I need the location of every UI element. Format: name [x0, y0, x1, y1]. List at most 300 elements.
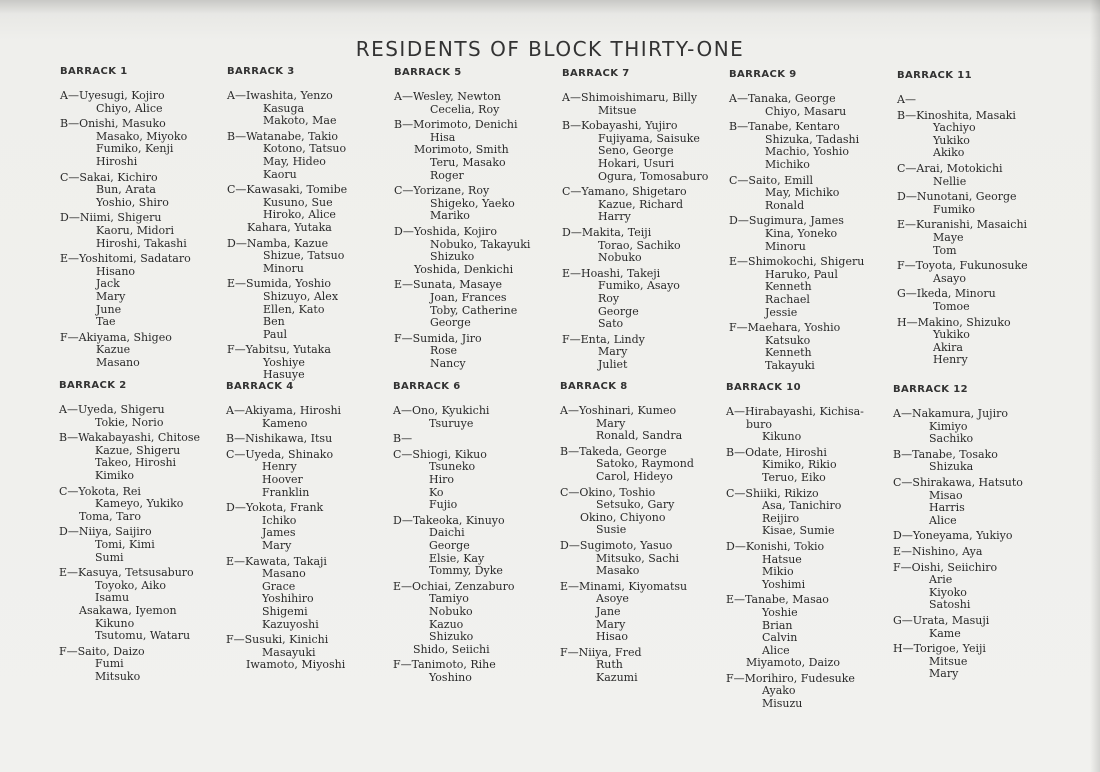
family-member-name: May, Hideo: [263, 154, 326, 168]
family-head-name: C—Yokota, Rei: [59, 484, 141, 498]
family-head-name: F—Akiyama, Shigeo: [60, 330, 172, 344]
family-head-name: D—Niiya, Saijiro: [59, 525, 152, 539]
family-member-name: May, Michiko: [765, 186, 840, 200]
family-entry: [893, 477, 1023, 527]
family-head-name: B—Takeda, George: [560, 444, 667, 458]
family-entry: [893, 449, 1023, 474]
family-member-name: Toyoko, Aiko: [95, 578, 166, 592]
family-member-name: Kame: [929, 626, 961, 640]
family-entry: [893, 643, 1023, 681]
family-head-name: E—Sumida, Yoshio: [227, 277, 331, 291]
family-member-name: Hasuye: [263, 368, 305, 382]
family-member-name: Iwamoto, Miyoshi: [246, 658, 346, 672]
family-member-name: Fumi: [95, 657, 124, 671]
family-member-name: Kotono, Tatsuo: [263, 142, 347, 156]
family-member-name: Arie: [929, 573, 953, 587]
family-member-name: Minoru: [263, 261, 304, 275]
family-member-name: Ellen, Kato: [263, 302, 325, 316]
family-entry: [59, 486, 200, 524]
family-member-name: Satoshi: [929, 598, 971, 612]
family-member-name: Rose: [430, 344, 458, 358]
family-member-name: Harry: [598, 210, 631, 224]
family-head-name: H—Makino, Shizuko: [897, 315, 1011, 329]
family-member-name: Misuzu: [762, 697, 803, 711]
family-member-name: Tsutomu, Wataru: [95, 629, 191, 643]
family-entry: [729, 175, 864, 213]
family-member-name: Kikuno: [762, 430, 802, 444]
family-head-name: F—Oishi, Seiichiro: [893, 560, 998, 574]
family-entry: [726, 673, 864, 711]
family-entry: [897, 163, 1028, 188]
family-member-name: Miyamoto, Daizo: [746, 656, 840, 670]
family-member-name: Yoshimi: [762, 577, 806, 591]
page-title: RESIDENTS OF BLOCK THIRTY-ONE: [355, 37, 745, 61]
family-head-name: F—Susuki, Kinichi: [226, 633, 329, 647]
family-entry: [726, 594, 864, 670]
family-member-name: Yukiko: [933, 133, 970, 147]
family-entry: [226, 556, 345, 632]
family-member-name: Masano: [262, 567, 306, 581]
family-member-name: Grace: [262, 579, 296, 593]
family-member-name: Juliet: [598, 357, 628, 371]
family-entry: [393, 433, 514, 446]
family-member-name: Mitsue: [929, 654, 968, 668]
family-head-name: G—Urata, Masuji: [893, 613, 990, 627]
family-member-name: Toma, Taro: [79, 509, 142, 523]
family-entry: [560, 487, 694, 537]
family-member-name: Kazuyoshi: [262, 617, 319, 631]
family-entry: [59, 404, 200, 429]
family-head-name: E—Kawata, Takaji: [226, 554, 327, 568]
barrack-block: [897, 70, 1028, 370]
family-member-name: Mary: [96, 289, 126, 303]
barrack-block: [729, 69, 864, 375]
family-member-name: Fujio: [429, 498, 458, 512]
family-member-name: Masayuki: [262, 645, 316, 659]
family-member-name: Tomoe: [933, 299, 970, 313]
family-entry: [560, 647, 694, 685]
family-entry: [60, 212, 191, 250]
family-head-name: B—Tanabe, Tosako: [893, 447, 998, 461]
family-head-name: F—Toyota, Fukunosuke: [897, 259, 1028, 273]
family-member-name: Masano: [96, 355, 140, 369]
family-member-name: Yoshie: [762, 605, 798, 619]
family-entry: [394, 226, 530, 276]
family-member-name: Yachiyo: [933, 121, 976, 135]
family-member-name: Henry: [933, 353, 968, 367]
family-member-name: Hisao: [596, 630, 628, 644]
family-head-name: C—Yamano, Shigetaro: [562, 185, 687, 199]
family-head-name: F—Enta, Lindy: [562, 332, 645, 346]
family-member-name: Hatsue: [762, 552, 802, 566]
family-member-name: Chiyo, Masaru: [765, 104, 847, 118]
family-head-name: A—Hirabayashi, Kichisa-: [726, 405, 864, 418]
family-member-name: Teruo, Eiko: [762, 470, 826, 484]
family-head-name: F—Saito, Daizo: [59, 644, 145, 658]
family-entry: [226, 405, 345, 430]
family-entry: [560, 581, 694, 644]
family-entry: [897, 260, 1028, 285]
family-head-name: A—Tanaka, George: [729, 92, 836, 105]
family-member-name: Yukiko: [933, 328, 970, 342]
family-head-name: D—Makita, Teiji: [562, 225, 652, 239]
barrack-heading: BARRACK 4: [226, 381, 294, 392]
barrack-heading: BARRACK 6: [393, 381, 461, 392]
family-member-name: buro: [746, 417, 773, 431]
barrack-block: [893, 384, 1023, 684]
family-member-name: Calvin: [762, 631, 798, 645]
family-member-name: Toby, Catherine: [430, 303, 518, 317]
family-head-name: E—Sunata, Masaye: [394, 278, 503, 292]
family-entry: [394, 333, 530, 371]
family-member-name: James: [262, 526, 296, 540]
family-member-name: Yoshio, Shiro: [96, 195, 169, 209]
family-head-name: A—Ono, Kyukichi: [393, 404, 490, 417]
barrack-heading: BARRACK 5: [394, 67, 462, 78]
family-member-name: Kenneth: [765, 280, 812, 294]
family-member-name: Akira: [933, 340, 963, 354]
family-member-name: Mary: [929, 667, 959, 681]
family-head-name: B—Morimoto, Denichi: [394, 118, 518, 132]
family-head-name: B—Tanabe, Kentaro: [729, 120, 840, 134]
barrack-block: [560, 381, 694, 687]
family-head-name: B—Odate, Hiroshi: [726, 445, 827, 459]
family-head-name: B—Onishi, Masuko: [60, 117, 166, 131]
family-member-name: Kasuga: [263, 101, 305, 115]
family-member-name: Michiko: [765, 157, 810, 171]
family-head-name: A—Shimoishimaru, Billy: [562, 91, 698, 104]
family-entry: [393, 659, 514, 684]
family-entry: [893, 562, 1023, 612]
family-member-name: Nobuko: [429, 604, 473, 618]
family-entry: [59, 526, 200, 564]
family-head-name: A—Uyesugi, Kojiro: [60, 89, 165, 102]
family-member-name: Tom: [933, 243, 957, 257]
family-head-name: E—Nishino, Aya: [893, 544, 983, 558]
family-member-name: Jessie: [765, 305, 798, 319]
family-member-name: Nellie: [933, 174, 967, 188]
family-member-name: Tsuruye: [429, 416, 474, 430]
barrack-heading: BARRACK 12: [893, 384, 968, 395]
family-member-name: Satoko, Raymond: [596, 457, 694, 471]
family-head-name: D—Yokota, Frank: [226, 501, 324, 515]
family-head-name: D—Takeoka, Kinuyo: [393, 513, 505, 527]
family-head-name: D—Konishi, Tokio: [726, 539, 825, 553]
family-head-name: E—Hoashi, Takeji: [562, 266, 661, 280]
family-member-name: Hiroko, Alice: [263, 208, 336, 222]
family-member-name: Mary: [596, 617, 626, 631]
family-member-name: Shizuyo, Alex: [263, 289, 339, 303]
family-entry: [560, 540, 694, 578]
family-head-name: B—Wakabayashi, Chitose: [59, 431, 201, 445]
family-member-name: Hiro: [429, 472, 454, 486]
family-head-name: C—Saito, Emill: [729, 173, 814, 187]
family-member-name: Hoover: [262, 472, 303, 486]
family-member-name: Alice: [762, 643, 790, 657]
family-member-name: Shizuko: [430, 250, 475, 264]
barrack-heading: BARRACK 9: [729, 69, 797, 80]
family-member-name: Nobuko, Takayuki: [430, 237, 531, 251]
barrack-block: [726, 382, 864, 714]
family-member-name: Takayuki: [765, 358, 815, 372]
family-head-name: C—Okino, Toshio: [560, 485, 656, 499]
family-head-name: B—Kobayashi, Yujiro: [562, 119, 678, 133]
family-entry: [893, 408, 1023, 446]
family-entry: [893, 546, 1023, 559]
family-member-name: Shigeko, Yaeko: [430, 196, 515, 210]
family-member-name: Asayo: [933, 271, 966, 285]
family-member-name: Takeo, Hiroshi: [95, 456, 177, 470]
family-head-name: C—Shirakawa, Hatsuto: [893, 475, 1023, 489]
family-member-name: Fumiko, Asayo: [598, 279, 680, 293]
family-head-name: F—Tanimoto, Rihe: [393, 658, 496, 672]
family-member-name: Akiko: [933, 146, 965, 160]
family-member-name: Kusuno, Sue: [263, 195, 333, 209]
family-entry: [562, 120, 708, 183]
family-member-name: Shizuka: [929, 460, 974, 474]
family-entry: [59, 432, 200, 482]
family-entry: [729, 121, 864, 171]
family-entry: [562, 186, 708, 224]
family-member-name: Fumiko: [933, 202, 975, 216]
family-entry: [226, 449, 345, 499]
family-member-name: Jack: [96, 277, 120, 291]
family-member-name: Yoshiye: [263, 355, 305, 369]
family-member-name: Ronald, Sandra: [596, 429, 683, 443]
family-member-name: Tomi, Kimi: [95, 537, 155, 551]
family-member-name: Kazumi: [596, 670, 638, 684]
family-member-name: Susie: [596, 523, 627, 537]
family-head-name: F—Niiya, Fred: [560, 645, 642, 659]
family-head-name: E—Kasuya, Tetsusaburo: [59, 566, 194, 580]
family-entry: [897, 94, 1028, 107]
family-member-name: Kimiko: [95, 468, 134, 482]
family-entry: [893, 615, 1023, 640]
family-member-name: Seno, George: [598, 144, 674, 158]
family-member-name: Rachael: [765, 292, 810, 306]
family-member-name: Tamiyo: [429, 592, 469, 606]
barrack-block: [60, 66, 191, 372]
family-head-name: F—Yabitsu, Yutaka: [227, 343, 331, 357]
family-entry: [394, 279, 530, 329]
barrack-heading: BARRACK 7: [562, 68, 630, 79]
family-entry: [226, 502, 345, 552]
family-member-name: Elsie, Kay: [429, 551, 485, 565]
family-entry: [59, 646, 200, 684]
family-member-name: Masako, Miyoko: [96, 129, 188, 143]
family-member-name: Sato: [598, 317, 624, 331]
family-entry: [227, 278, 347, 341]
family-member-name: Misao: [929, 488, 963, 502]
family-member-name: Hiroshi: [96, 154, 138, 168]
family-entry: [394, 185, 530, 223]
family-member-name: Asakawa, Iyemon: [79, 603, 177, 617]
family-head-name: F—Morihiro, Fudesuke: [726, 671, 855, 685]
family-member-name: Hokari, Usuri: [598, 156, 674, 170]
family-member-name: Kazue, Richard: [598, 197, 684, 211]
family-entry: [729, 215, 864, 253]
barrack-block: [226, 381, 345, 675]
barrack-heading: BARRACK 2: [59, 380, 127, 391]
family-head-name: A—Wesley, Newton: [394, 90, 501, 103]
family-member-name: Hiroshi, Takashi: [96, 236, 187, 250]
family-member-name: Ogura, Tomosaburo: [598, 169, 709, 183]
family-member-name: Setsuko, Gary: [596, 498, 675, 512]
family-head-name: D—Nunotani, George: [897, 190, 1017, 204]
family-entry: [393, 581, 514, 657]
family-head-name: C—Uyeda, Shinako: [226, 447, 334, 461]
family-head-name: B—Nishikawa, Itsu: [226, 432, 333, 446]
family-entry: [726, 447, 864, 485]
family-member-name: Paul: [263, 327, 288, 341]
family-member-name: Kisae, Sumie: [762, 524, 835, 538]
family-head-name: C—Sakai, Kichiro: [60, 170, 158, 184]
family-member-name: Mariko: [430, 209, 470, 223]
family-entry: [227, 90, 347, 128]
family-member-name: Hisa: [430, 130, 456, 144]
family-entry: [60, 253, 191, 329]
family-member-name: Ayako: [762, 684, 796, 698]
family-head-name: D—Sugimoto, Yasuo: [560, 538, 673, 552]
family-member-name: Kina, Yoneko: [765, 226, 838, 240]
family-member-name: Kaoru, Midori: [96, 223, 174, 237]
family-member-name: Fujiyama, Saisuke: [598, 131, 700, 145]
family-member-name: Roy: [598, 291, 620, 305]
family-entry: [726, 488, 864, 538]
family-head-name: B—Kinoshita, Masaki: [897, 108, 1016, 122]
family-head-name: H—Torigoe, Yeiji: [893, 642, 986, 656]
barrack-heading: BARRACK 1: [60, 66, 128, 77]
family-member-name: Franklin: [262, 485, 310, 499]
family-member-name: Jane: [596, 604, 621, 618]
family-member-name: Kahara, Yutaka: [247, 220, 332, 234]
family-member-name: Mitsuko: [95, 669, 141, 683]
family-entry: [897, 191, 1028, 216]
family-head-name: E—Shimokochi, Shigeru: [729, 255, 865, 269]
family-head-name: D—Yoshida, Kojiro: [394, 224, 497, 238]
family-entry: [562, 268, 708, 331]
family-member-name: Ichiko: [262, 513, 297, 527]
family-member-name: George: [598, 304, 639, 318]
family-entry: [393, 515, 514, 578]
family-entry: [560, 446, 694, 484]
family-head-name: A—: [897, 93, 916, 106]
family-head-name: F—Sumida, Jiro: [394, 331, 482, 345]
family-head-name: E—Yoshitomi, Sadataro: [60, 252, 191, 266]
family-member-name: Kikuno: [95, 616, 135, 630]
family-member-name: Ko: [429, 485, 444, 499]
family-head-name: E—Ochiai, Zenzaburo: [393, 579, 515, 593]
family-member-name: Maye: [933, 230, 964, 244]
family-head-name: A—Yoshinari, Kumeo: [560, 404, 677, 417]
family-head-name: G—Ikeda, Minoru: [897, 287, 996, 301]
family-member-name: Nancy: [430, 356, 466, 370]
barrack-heading: BARRACK 11: [897, 70, 972, 81]
family-head-name: A—Akiyama, Hiroshi: [226, 404, 342, 417]
family-member-name: Yoshihiro: [262, 592, 314, 606]
barrack-heading: BARRACK 8: [560, 381, 628, 392]
family-entry: [729, 93, 864, 118]
page-edge-shadow: [1090, 0, 1100, 772]
family-member-name: Kiyoko: [929, 585, 967, 599]
family-member-name: Mary: [596, 416, 626, 430]
family-member-name: Fumiko, Kenji: [96, 142, 174, 156]
family-head-name: C—Kawasaki, Tomibe: [227, 183, 348, 197]
family-member-name: Brian: [762, 618, 793, 632]
family-member-name: Henry: [262, 460, 297, 474]
family-member-name: Teru, Masako: [430, 155, 506, 169]
family-member-name: Makoto, Mae: [263, 114, 337, 128]
family-member-name: Isamu: [95, 591, 130, 605]
family-member-name: Katsuko: [765, 333, 811, 347]
family-member-name: June: [96, 302, 122, 316]
family-member-name: Hisano: [96, 264, 136, 278]
family-member-name: Reijiro: [762, 511, 800, 525]
family-member-name: Kimiko, Rikio: [762, 458, 837, 472]
family-member-name: Cecelia, Roy: [430, 102, 500, 116]
barrack-block: [562, 68, 708, 374]
family-member-name: Morimoto, Smith: [414, 143, 509, 157]
family-entry: [60, 172, 191, 210]
family-entry: [560, 405, 694, 443]
family-entry: [60, 90, 191, 115]
family-head-name: D—Namba, Kazue: [227, 236, 329, 250]
family-member-name: Tsuneko: [429, 460, 476, 474]
family-member-name: Kaoru: [263, 167, 297, 181]
family-member-name: Yoshida, Denkichi: [414, 262, 514, 276]
family-member-name: Kazue: [96, 343, 131, 357]
family-member-name: Machio, Yoshio: [765, 145, 849, 159]
barrack-heading: BARRACK 10: [726, 382, 801, 393]
family-member-name: Roger: [430, 168, 464, 182]
family-member-name: Torao, Sachiko: [598, 238, 681, 252]
family-member-name: Kimiyo: [929, 419, 968, 433]
family-member-name: Asoye: [596, 592, 629, 606]
family-member-name: Tokie, Norio: [95, 415, 164, 429]
family-member-name: Mitsuko, Sachi: [596, 551, 680, 565]
family-entry: [227, 131, 347, 181]
family-entry: [393, 449, 514, 512]
family-member-name: George: [430, 316, 471, 330]
family-member-name: Bun, Arata: [96, 183, 156, 197]
family-entry: [562, 334, 708, 372]
family-member-name: Joan, Frances: [430, 290, 507, 304]
family-member-name: George: [429, 538, 470, 552]
family-member-name: Sachiko: [929, 432, 974, 446]
family-member-name: Daichi: [429, 526, 465, 540]
family-member-name: Alice: [929, 513, 957, 527]
family-head-name: E—Minami, Kiyomatsu: [560, 579, 688, 593]
family-member-name: Shigemi: [262, 604, 308, 618]
family-head-name: A—Iwashita, Yenzo: [227, 89, 333, 102]
family-head-name: C—Shiogi, Kikuo: [393, 447, 487, 461]
family-entry: [729, 256, 864, 319]
family-entry: [562, 92, 708, 117]
family-entry: [60, 118, 191, 168]
family-entry: [60, 332, 191, 370]
barrack-block: [227, 66, 347, 385]
family-member-name: Okino, Chiyono: [580, 510, 666, 524]
family-head-name: C—Shiiki, Rikizo: [726, 486, 819, 500]
family-entry: [562, 227, 708, 265]
family-member-name: Shizuka, Tadashi: [765, 132, 860, 146]
family-member-name: Mary: [262, 538, 292, 552]
family-member-name: Mary: [598, 345, 628, 359]
barrack-heading: BARRACK 3: [227, 66, 295, 77]
family-head-name: B—: [393, 432, 413, 446]
family-member-name: Masako: [596, 564, 640, 578]
barrack-block: [59, 380, 200, 686]
